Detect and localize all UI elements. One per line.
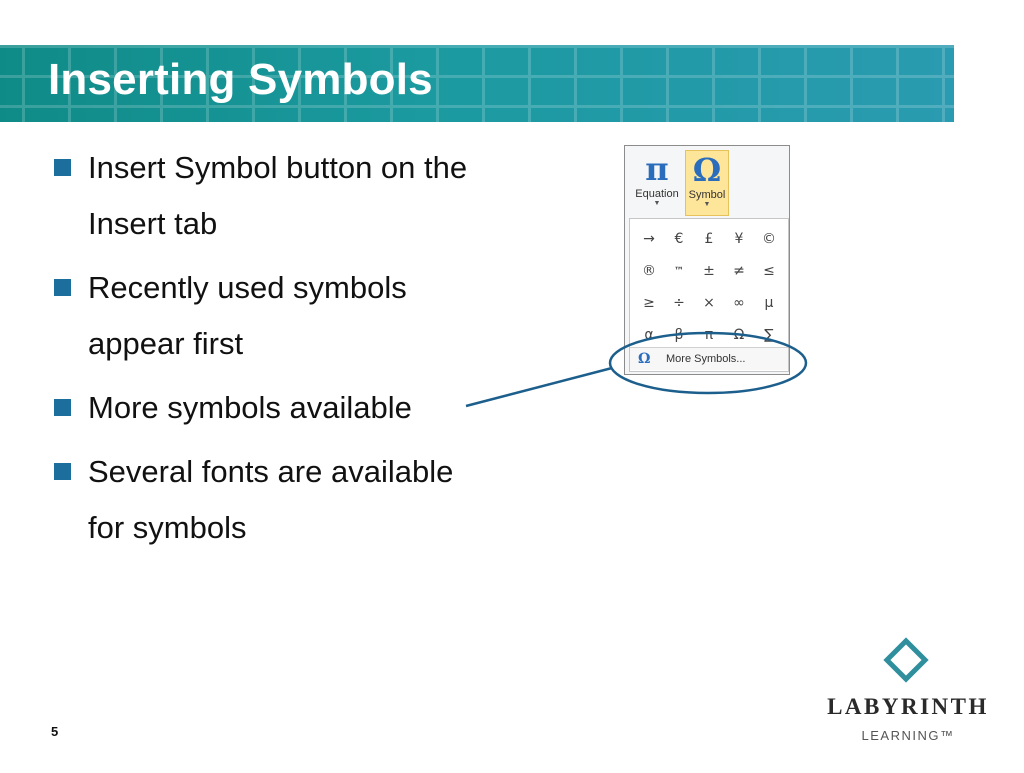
bullet-item <box>50 260 490 372</box>
bullet-list <box>50 140 490 564</box>
symbol-cell[interactable]: Ω <box>733 327 745 343</box>
symbol-cell[interactable]: α <box>644 327 654 343</box>
bullet-text: Recently used symbols appear first <box>88 270 407 361</box>
bullet-square-icon <box>54 463 71 480</box>
symbol-button[interactable] <box>685 150 729 216</box>
symbol-cell[interactable]: β <box>674 327 684 343</box>
title-bar <box>0 45 954 122</box>
logo-tagline: LEARNING™ <box>861 728 955 743</box>
symbol-cell[interactable]: € <box>674 231 684 247</box>
symbol-cell[interactable]: ÷ <box>673 295 685 311</box>
page-number: 5 <box>51 724 59 739</box>
bullet-square-icon <box>54 279 71 296</box>
logo-name: LABYRINTH <box>827 694 989 719</box>
equation-label: Equation <box>635 188 679 200</box>
omega-icon: Ω <box>638 351 651 367</box>
symbol-cell[interactable]: → <box>643 231 655 247</box>
symbol-cell[interactable]: © <box>762 231 776 247</box>
labyrinth-logo <box>816 640 1000 750</box>
symbol-cell[interactable]: ≠ <box>733 263 745 279</box>
bullet-text: Several fonts are available for symbols <box>88 454 454 545</box>
symbol-cell[interactable]: ∞ <box>733 295 745 311</box>
bullet-square-icon <box>54 159 71 176</box>
symbol-cell[interactable]: ¥ <box>734 231 744 247</box>
symbol-gallery <box>629 218 789 372</box>
symbol-label: Symbol <box>688 189 726 201</box>
ribbon-screenshot <box>624 145 790 375</box>
equation-button[interactable] <box>629 150 685 216</box>
omega-icon: Ω <box>692 151 722 189</box>
symbol-cell[interactable]: ∑ <box>764 327 774 343</box>
symbol-cell[interactable]: × <box>703 295 715 311</box>
bullet-text: More symbols available <box>88 390 412 425</box>
recent-symbols-grid <box>634 223 786 351</box>
more-symbols-item[interactable] <box>630 347 788 370</box>
bullet-item <box>50 140 490 252</box>
dropdown-arrow-icon: ▼ <box>653 200 661 207</box>
diamond-logo-icon <box>883 637 928 682</box>
more-symbols-label: More Symbols... <box>666 353 746 365</box>
symbol-cell[interactable]: ≥ <box>643 295 655 311</box>
symbol-cell[interactable]: £ <box>704 231 714 247</box>
dropdown-arrow-icon: ▼ <box>703 201 711 208</box>
bullet-square-icon <box>54 399 71 416</box>
slide-title: Inserting Symbols <box>48 55 433 104</box>
bullet-text: Insert Symbol button on the Insert tab <box>88 150 468 241</box>
symbol-cell[interactable]: ± <box>703 263 715 279</box>
symbol-cell[interactable]: π <box>704 327 714 343</box>
pi-icon: π <box>645 150 669 188</box>
symbol-cell[interactable]: ™ <box>674 265 684 277</box>
symbol-cell[interactable]: ≤ <box>763 263 775 279</box>
symbol-cell[interactable]: µ <box>764 295 774 311</box>
bullet-item <box>50 380 490 436</box>
symbol-cell[interactable]: ® <box>642 263 656 279</box>
bullet-item <box>50 444 490 556</box>
